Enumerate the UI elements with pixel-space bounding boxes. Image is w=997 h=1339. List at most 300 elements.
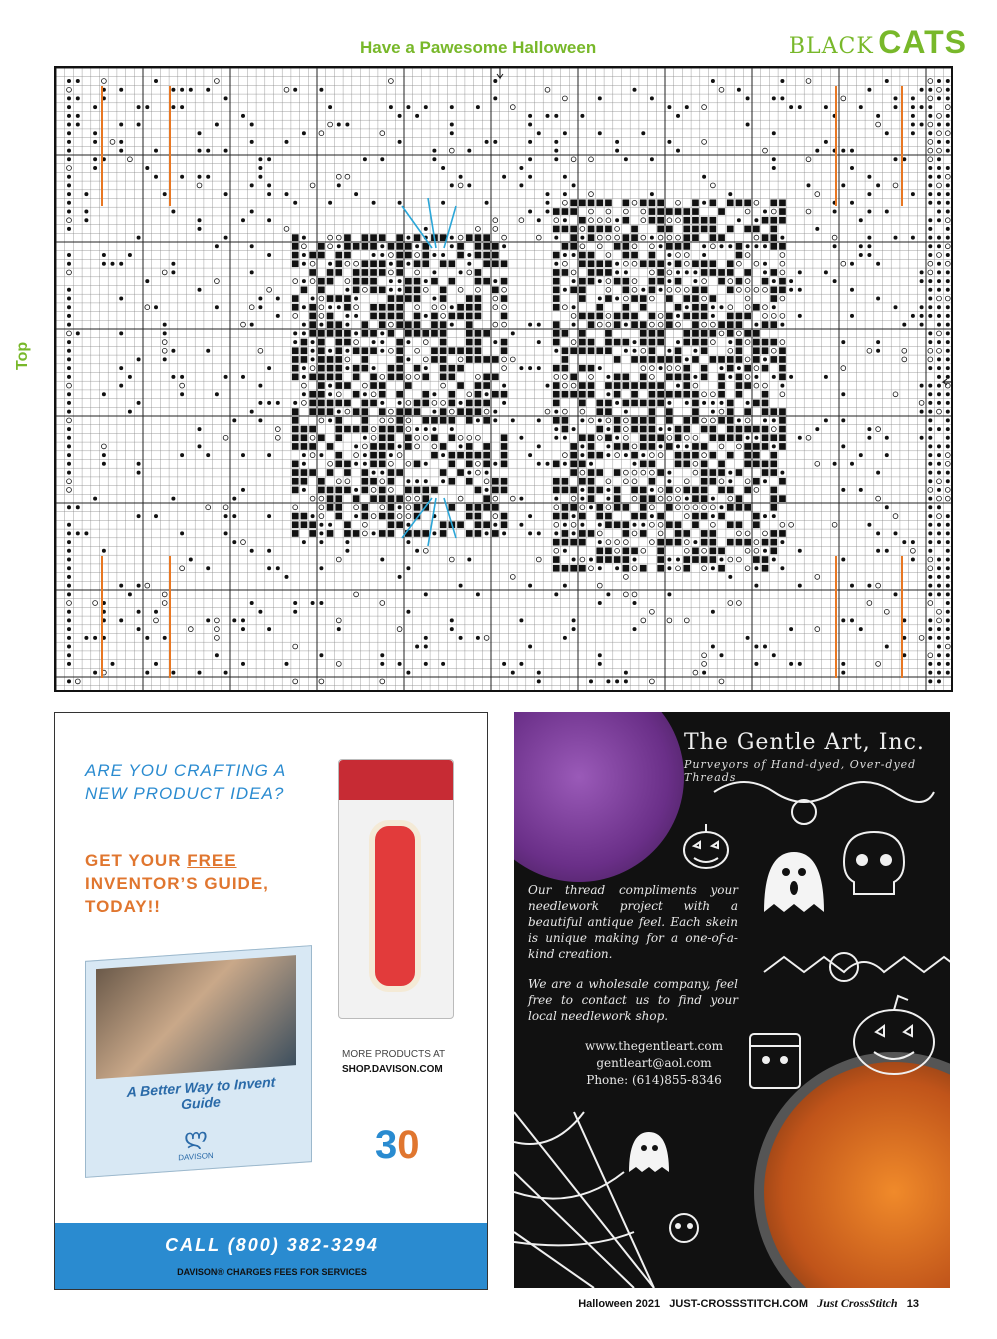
stitch-symbol [946,271,949,274]
stitch-full [701,217,708,224]
stitch-symbol [755,645,758,648]
stitch-symbol [937,662,940,665]
stitch-symbol [929,201,932,204]
stitch-symbol [798,662,801,665]
stitch-symbol [294,610,297,613]
stitch-symbol [207,567,210,570]
stitch-symbol [172,375,175,378]
stitch-symbol [503,401,506,404]
stitch-symbol [781,236,784,239]
stitch-symbol [319,496,324,501]
stitch-symbol [946,375,949,378]
stitch-full [596,504,603,511]
stitch-full [614,556,621,563]
stitch-full [501,295,508,302]
stitch-symbol [398,506,401,509]
stitch-symbol [363,454,366,457]
stitch-full [623,530,630,537]
stitch-full [596,426,603,433]
stitch-full [422,530,429,537]
stitch-full [318,347,325,354]
stitch-symbol [937,140,940,143]
stitch-full [762,365,769,372]
stitch-symbol [198,149,201,152]
stitch-symbol [494,280,497,283]
stitch-symbol [172,88,175,91]
stitch-full [466,461,473,468]
stitch-symbol [676,235,681,240]
stitch-symbol [763,262,766,265]
stitch-symbol [937,87,942,92]
stitch-full [388,313,395,320]
gentle-art-ad[interactable] [514,712,950,1288]
stitch-full [727,269,734,276]
stitch-full [683,234,690,241]
stitch-full [753,330,760,337]
stitch-symbol [946,193,949,196]
stitch-symbol [372,201,375,204]
stitch-symbol [424,480,427,483]
stitch-symbol [355,193,358,196]
stitch-full [579,295,586,302]
stitch-symbol [67,262,70,265]
stitch-symbol [529,323,532,326]
stitch-symbol [67,358,70,361]
stitch-full [631,321,638,328]
stitch-full [327,269,334,276]
stitch-symbol [929,662,932,665]
stitch-full [675,426,682,433]
stitch-symbol [346,367,349,370]
stitch-full [362,260,369,267]
stitch-full [649,260,656,267]
stitch-full [422,417,429,424]
stitch-full [362,347,369,354]
stitch-full [396,252,403,259]
stitch-full [736,356,743,363]
stitch-symbol [728,557,733,562]
stitch-symbol [259,175,262,178]
stitch-full [379,391,386,398]
stitch-symbol [336,479,341,484]
stitch-symbol [250,410,253,413]
stitch-symbol [268,253,271,256]
stitch-full [657,469,664,476]
stitch-symbol [485,140,488,143]
stitch-full [710,548,717,555]
shop-link[interactable]: SHOP.DAVISON.COM [342,1064,443,1075]
stitch-full [405,287,412,294]
stitch-symbol [937,253,942,258]
stitch-full [623,304,630,311]
stitch-symbol [667,270,672,275]
stitch-symbol [929,236,932,239]
stitch-symbol [223,505,228,510]
stitch-full [501,339,508,346]
stitch-full [762,461,769,468]
stitch-symbol [842,445,845,448]
stitch-full [675,539,682,546]
stitch-full [483,356,490,363]
stitch-symbol [937,506,940,509]
stitch-symbol [346,549,349,552]
stitch-full [692,234,699,241]
stitch-symbol [815,461,820,466]
stitch-symbol [859,106,862,109]
stitch-symbol [624,454,627,457]
stitch-symbol [868,236,871,239]
stitch-full [614,313,621,320]
stitch-symbol [676,445,679,448]
stitch-full [501,443,508,450]
stitch-full [744,487,751,494]
stitch-symbol [755,375,758,378]
ghost-icon [764,852,824,912]
stitch-symbol [929,515,932,518]
stitch-symbol [815,575,820,580]
stitch-full [414,287,421,294]
stitch-symbol [937,288,940,291]
stitch-symbol [407,567,410,570]
stitch-full [640,330,647,337]
stitch-symbol [389,280,392,283]
stitch-symbol [337,184,340,187]
stitch-symbol [606,279,611,284]
stitch-full [770,287,777,294]
ad-question: ARE YOU CRAFTING A NEW PRODUCT IDEA? [85,761,286,803]
stitch-full [379,495,386,502]
stitch-symbol [76,114,79,117]
stitch-symbol [267,287,272,292]
stitch-full [396,347,403,354]
stitch-symbol [937,175,940,178]
stitch-symbol [389,418,394,423]
stitch-full [588,321,595,328]
stitch-symbol [363,436,366,439]
stitch-symbol [806,435,811,440]
stitch-symbol [780,261,785,266]
stitch-full [422,391,429,398]
stitch-symbol [694,271,697,274]
small-skull-icon [670,1214,698,1242]
stitch-symbol [67,349,70,352]
stitch-symbol [615,227,620,232]
skull-icon [844,832,904,894]
stitch-symbol [937,496,942,501]
stitch-symbol [929,88,932,91]
stitch-symbol [493,496,498,501]
stitch-full [562,530,569,537]
stitch-symbol [763,645,766,648]
stitch-symbol [755,662,758,665]
stitch-full [570,374,577,381]
stitch-symbol [67,288,70,291]
stitch-full [727,417,734,424]
stitch-symbol [355,314,358,317]
stitch-symbol [946,480,949,483]
stitch-symbol [694,349,697,352]
stitch-full [770,469,777,476]
stitch-symbol [563,383,568,388]
stitch-symbol [937,558,940,561]
stitch-full [318,408,325,415]
stitch-symbol [850,149,853,152]
stitch-full [466,478,473,485]
stitch-symbol [354,305,359,310]
stitch-symbol [624,680,627,683]
stitch-full [353,278,360,285]
stitch-full [492,504,499,511]
stitch-symbol [154,175,157,178]
stitch-symbol [503,662,506,665]
stitch-full [596,304,603,311]
stitch-full [553,478,560,485]
stitch-full [666,226,673,233]
stitch-symbol [946,401,949,404]
product-package-image [338,759,454,1019]
stitch-symbol [398,445,401,448]
stitch-symbol [598,97,601,100]
stitch-symbol [250,549,253,552]
stitch-symbol [520,662,523,665]
stitch-full [370,382,377,389]
stitch-full [579,217,586,224]
stitch-symbol [120,584,123,587]
stitch-symbol [868,584,871,587]
stitch-symbol [302,332,305,335]
stitch-symbol [563,409,568,414]
stitch-symbol [789,522,794,527]
ad-call-to-action [85,849,325,918]
stitch-symbol [745,253,750,258]
stitch-full [457,347,464,354]
stitch-full [501,478,508,485]
stitch-symbol [824,106,827,109]
stitch-symbol [224,375,227,378]
stitch-full [701,313,708,320]
stitch-symbol [493,218,498,223]
stitch-symbol [615,548,620,553]
stitch-symbol [423,340,428,345]
stitch-symbol [302,280,305,283]
stitch-symbol [67,601,72,606]
stitch-full [692,521,699,528]
stitch-full [335,295,342,302]
stitch-full [588,269,595,276]
stitch-symbol [754,261,759,266]
stitch-symbol [667,366,672,371]
website-link[interactable]: www.thegentleart.com [585,1039,723,1053]
stitch-symbol [841,366,846,371]
stitch-symbol [67,619,70,622]
stitch-symbol [67,567,70,570]
stitch-symbol [268,193,271,196]
stitch-symbol [676,287,681,292]
stitch-symbol [946,140,949,143]
stitch-symbol [937,97,940,100]
stitch-full [675,452,682,459]
stitch-symbol [363,383,368,388]
stitch-symbol [885,132,888,135]
stitch-symbol [424,367,427,370]
stitch-symbol [937,306,940,309]
stitch-full [657,208,664,215]
stitch-symbol [668,140,671,143]
stitch-symbol [667,287,672,292]
stitch-symbol [937,158,940,161]
stitch-full [770,217,777,224]
stitch-full [762,278,769,285]
stitch-symbol [929,253,932,256]
stitch-symbol [250,271,253,274]
stitch-symbol [67,645,70,648]
stitch-symbol [580,409,585,414]
stitch-full [440,365,447,372]
stitch-symbol [737,557,742,562]
stitch-full [379,434,386,441]
stitch-symbol [850,288,853,291]
email-link[interactable]: gentleart@aol.com [596,1056,712,1070]
stitch-symbol [850,462,853,465]
stitch-full [414,530,421,537]
stitch-symbol [294,601,297,604]
stitch-symbol [128,410,131,413]
stitch-symbol [928,488,933,493]
stitch-full [692,226,699,233]
stitch-symbol [537,219,540,222]
stitch-symbol [877,297,880,300]
stitch-symbol [493,296,498,301]
davison-ad[interactable] [54,712,488,1290]
stitch-symbol [93,601,98,606]
grid-lines [56,68,953,692]
stitch-symbol [407,610,410,613]
stitch-symbol [746,245,749,248]
stitch-symbol [745,418,750,423]
stitch-full [649,330,656,337]
stitch-symbol [484,409,489,414]
stitch-full [379,304,386,311]
stitch-symbol [520,184,523,187]
stitch-full [318,330,325,337]
stitch-symbol [754,287,759,292]
stitch-full [292,521,299,528]
stitch-symbol [563,549,566,552]
anniversary-logo [375,1123,420,1168]
stitch-symbol [745,548,750,553]
stitch-symbol [381,158,384,161]
stitch-symbol [624,592,629,597]
stitch-symbol [798,314,801,317]
stitch-symbol [572,306,575,309]
stitch-symbol [302,401,307,406]
stitch-full [683,417,690,424]
stitch-full [657,400,664,407]
stitch-symbol [146,166,149,169]
stitch-symbol [442,454,445,457]
stitch-symbol [781,97,784,100]
stitch-symbol [877,184,880,187]
stitch-symbol [607,488,610,491]
stitch-symbol [929,332,932,335]
stitch-full [370,243,377,250]
stitch-full [710,269,717,276]
stitch-symbol [850,166,853,169]
stitch-full [562,243,569,250]
stitch-symbol [650,522,655,527]
stitch-symbol [780,253,785,258]
stitch-full [692,200,699,207]
stitch-full [675,243,682,250]
stitch-full [753,556,760,563]
stitch-full [335,356,342,363]
stitch-full [762,408,769,415]
stitch-symbol [946,523,949,526]
stitch-symbol [336,235,341,240]
footer-site[interactable]: JUST-CROSSSTITCH.COM [669,1298,809,1310]
stitch-symbol [607,428,610,431]
stitch-full [614,243,621,250]
stitch-full [553,269,560,276]
stitch-symbol [729,471,732,474]
stitch-symbol [790,288,793,291]
stitch-full [762,347,769,354]
stitch-symbol [711,392,716,397]
stitch-full [762,339,769,346]
stitch-symbol [94,166,97,169]
stitch-symbol [632,496,637,501]
call-phone[interactable]: CALL (800) 382-3294 [165,1235,379,1255]
stitch-full [770,408,777,415]
stitch-full [779,478,786,485]
stitch-full [431,321,438,328]
stitch-full [596,487,603,494]
stitch-symbol [693,670,698,675]
stitch-symbol [702,296,707,301]
stitch-symbol [946,114,949,117]
stitch-symbol [67,114,70,117]
stitch-full [588,226,595,233]
stitch-full [396,365,403,372]
stitch-symbol [946,636,949,639]
stitch-full [718,565,725,572]
stitch-symbol [616,262,619,265]
stitch-symbol [745,296,750,301]
stitch-full [614,443,621,450]
stitch-full [605,260,612,267]
stitch-full [309,469,316,476]
stitch-symbol [311,601,314,604]
stitch-full [292,513,299,520]
stitch-symbol [67,306,70,309]
stitch-full [753,461,760,468]
stitch-symbol [937,262,940,265]
stitch-full [710,260,717,267]
stitch-full [710,426,717,433]
stitch-symbol [894,236,897,239]
stitch-full [292,243,299,250]
stitch-symbol [728,305,733,310]
stitch-symbol [85,636,88,639]
fees-disclaimer: DAVISON® CHARGES FEES FOR SERVICES [177,1267,367,1277]
stitch-full [344,330,351,337]
stitch-symbol [772,306,775,309]
stitch-full [605,400,612,407]
stitch-full [405,243,412,250]
stitch-symbol [381,253,384,256]
stitch-full [692,339,699,346]
stitch-full [309,313,316,320]
